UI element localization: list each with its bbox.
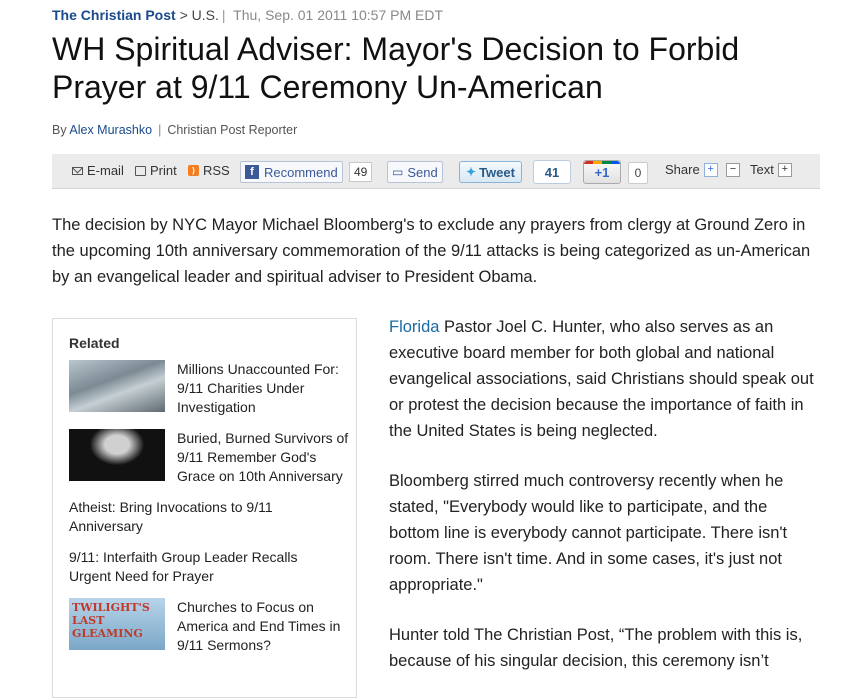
twitter-bird-icon: ✦	[466, 165, 477, 179]
text-size-control	[726, 162, 792, 177]
rss-label: RSS	[203, 163, 230, 178]
body-paragraph-1	[389, 314, 821, 444]
related-item[interactable]	[69, 498, 339, 536]
print-button[interactable]	[135, 163, 177, 178]
body-paragraph-2: Bloomberg stirred much controversy recently when he stated, "Everybody would like to participate, and the bottom line is everybody cannot participate. There isn't room. There isn't time. And in some cases, it's just not appropriate."	[389, 472, 788, 594]
recommend-count: 49	[349, 162, 372, 182]
printer-icon	[135, 166, 146, 176]
send-button[interactable]	[387, 161, 443, 183]
share-label: Share	[665, 162, 700, 177]
print-label: Print	[150, 163, 177, 178]
paragraph-text: Pastor Joel C. Hunter, who also serves as an executive board member for both global and national evangelical associations, said Christians should speak out or protest the decision because the importance of faith in the United States is being neglected.	[389, 318, 814, 440]
byline-prefix: By	[52, 123, 67, 137]
related-thumbnail[interactable]	[69, 598, 165, 650]
facebook-recommend-button[interactable]	[240, 161, 343, 183]
envelope-icon	[72, 167, 83, 175]
breadcrumb-separator: |	[221, 7, 226, 23]
tweet-button[interactable]	[459, 161, 522, 183]
related-link[interactable]: Atheist: Bring Invocations to 9/11 Anniversary	[69, 499, 273, 534]
email-label: E-mail	[87, 163, 124, 178]
article-date: Thu, Sep. 01 2011 10:57 PM EDT	[233, 7, 444, 23]
related-item[interactable]	[69, 548, 339, 586]
florida-link[interactable]: Florida	[389, 318, 440, 336]
article-lead: The decision by NYC Mayor Michael Bloomberg's to exclude any prayers from clergy at Ground Zero in the upcoming 10th anniversary commemoration of the 9/11 attacks is being categorized as un-American by an evangelical leader and spiritual adviser to President Obama.	[52, 216, 811, 286]
author-role: Christian Post Reporter	[167, 123, 298, 137]
plus-icon: +	[704, 163, 718, 177]
share-toolbar	[52, 154, 820, 189]
thumbnail-caption-line: TWILIGHT'S	[72, 601, 150, 614]
related-link[interactable]: 9/11: Interfaith Group Leader Recalls Urgent Need for Prayer	[69, 549, 298, 584]
related-articles-box	[52, 318, 357, 698]
breadcrumb	[52, 7, 443, 23]
breadcrumb-arrow: >	[179, 7, 188, 23]
related-link[interactable]: Churches to Focus on America and End Times in 9/11 Sermons?	[177, 599, 341, 653]
email-button[interactable]	[72, 163, 124, 178]
rss-icon: )	[188, 165, 199, 176]
byline	[52, 123, 297, 137]
related-thumbnail[interactable]	[69, 360, 165, 412]
increase-text-button[interactable]: +	[778, 163, 792, 177]
plus-one-count: 0	[628, 162, 648, 184]
related-item[interactable]	[69, 429, 355, 486]
text-size-label: Text	[750, 162, 774, 177]
related-item[interactable]	[69, 598, 355, 655]
share-button[interactable]	[665, 162, 718, 177]
thumbnail-caption-line: LAST	[72, 614, 105, 627]
related-item[interactable]	[69, 360, 355, 417]
section-link[interactable]: U.S.	[191, 7, 219, 23]
decrease-text-button[interactable]: −	[726, 163, 740, 177]
send-label: Send	[407, 164, 438, 180]
thumbnail-caption-line: GLEAMING	[72, 627, 143, 640]
recommend-label: Recommend	[264, 164, 338, 180]
body-paragraph-3: Hunter told The Christian Post, “The problem with this is, because of his singular decision, this ceremony isn’t	[389, 626, 803, 670]
facebook-icon: f	[245, 165, 259, 179]
rss-button[interactable]	[188, 163, 230, 178]
site-name-link[interactable]: The Christian Post	[52, 7, 176, 23]
tweet-count: 41	[533, 160, 571, 184]
chat-bubble-icon: ▭	[392, 165, 404, 179]
author-link[interactable]: Alex Murashko	[69, 123, 153, 137]
byline-separator: |	[158, 123, 162, 137]
related-link[interactable]: Millions Unaccounted For: 9/11 Charities Under Investigation	[177, 361, 339, 415]
related-thumbnail[interactable]	[69, 429, 165, 481]
related-title: Related	[69, 335, 120, 351]
plus-one-button[interactable]: +1	[583, 160, 621, 184]
related-link[interactable]: Buried, Burned Survivors of 9/11 Remember God's Grace on 10th Anniversary	[177, 430, 349, 484]
page-title: WH Spiritual Adviser: Mayor's Decision to Forbid Prayer at 9/11 Ceremony Un-American	[52, 31, 740, 105]
tweet-label: Tweet	[479, 164, 515, 180]
